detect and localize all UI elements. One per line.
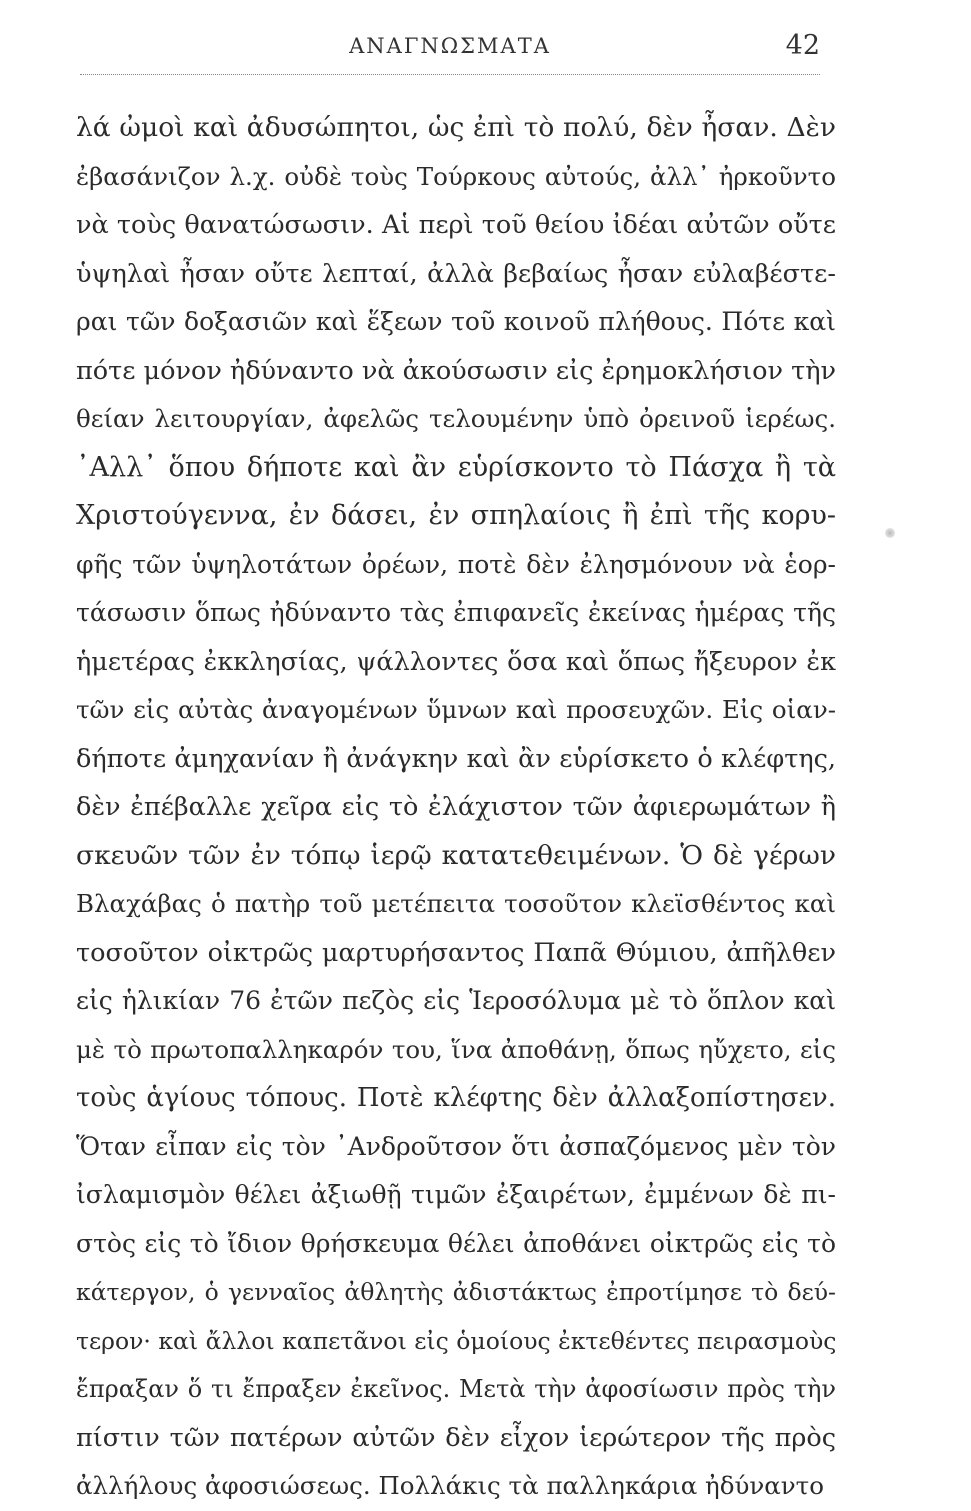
text-line: μὲ τὸ πρωτοπαλληκαρόν του, ἵνα ἀποθάνῃ, ὅπως ηὔχετο, εἰς — [76, 1034, 836, 1064]
text-line: ᾽Αλλ᾽ ὅπου δήποτε καὶ ἂν εὑρίσκοντο τὸ Πάσχα ἢ τὰ — [76, 451, 836, 483]
text-line: ραι τῶν δοξασιῶν καὶ ἕξεων τοῦ κοινοῦ πλήθους. Πότε καὶ — [76, 307, 836, 336]
text-line: Βλαχάβας ὁ πατὴρ τοῦ μετέπειτα τοσοῦτον κλεϊσθέντος καὶ — [76, 889, 836, 918]
text-line: τοσοῦτον οἰκτρῶς μαρτυρήσαντος Παπᾶ Θύμιου, ἀπῆλθεν — [76, 937, 836, 968]
text-line: φῆς τῶν ὑψηλοτάτων ὀρέων, ποτὲ δὲν ἐλησμόνουν νὰ ἑορ- — [76, 549, 836, 579]
text-line: ἐβασάνιζον λ.χ. οὐδὲ τοὺς Τούρκους αὐτούς, ἀλλ᾽ ἠρκοῦντο — [76, 161, 836, 191]
text-line: ἰσλαμισμὸν θέλει ἀξιωθῇ τιμῶν ἐξαιρέτων, ἐμμένων δὲ πι- — [76, 1180, 836, 1209]
paper-speck — [885, 528, 895, 538]
text-line: νὰ τοὺς θανατώσωσιν. Αἱ περὶ τοῦ θείου ἰδέαι αὐτῶν οὔτε — [76, 210, 836, 240]
text-line: πότε μόνον ἠδύναντο νὰ ἀκούσωσιν εἰς ἐρημοκλήσιον τὴν — [76, 355, 836, 386]
text-line: Χριστούγεννα, ἐν δάσει, ἐν σπηλαίοις ἢ ἐπὶ τῆς κορυ- — [76, 500, 836, 531]
body-text — [76, 104, 836, 1511]
text-line: ἔπραξαν ὅ τι ἔπραξεν ἐκεῖνος. Μετὰ τὴν ἀφοσίωσιν πρὸς τὴν — [76, 1375, 836, 1403]
text-line: δὲν ἐπέβαλλε χεῖρα εἰς τὸ ἐλάχιστον τῶν ἀφιερωμάτων ἢ — [76, 792, 836, 822]
header-rule — [80, 74, 820, 75]
text-line: ὑψηλαὶ ἦσαν οὔτε λεπταί, ἀλλὰ βεβαίως ἦσαν εὐλαβέστε- — [76, 258, 836, 289]
text-line: Ὅταν εἶπαν εἰς τὸν ᾽Ανδροῦτσον ὅτι ἀσπαζόμενος μὲν τὸν — [76, 1131, 836, 1161]
text-line: τῶν εἰς αὐτὰς ἀναγομένων ὕμνων καὶ προσευχῶν. Εἰς οἱαν- — [76, 695, 836, 724]
text-line: ἀλλήλους ἀφοσιώσεως. Πολλάκις τὰ παλληκάρια ἠδύναντο — [76, 1471, 824, 1500]
text-line: τοὺς ἁγίους τόπους. Ποτὲ κλέφτης δὲν ἀλλαξοπίστησεν. — [76, 1083, 836, 1113]
page-number: 42 — [785, 30, 820, 61]
text-line: τερον· καὶ ἄλλοι καπετᾶνοι εἰς ὁμοίους ἐκτεθέντες πειρασμοὺς — [76, 1326, 837, 1355]
text-line: λά ὠμοὶ καὶ ἀδυσώπητοι, ὡς ἐπὶ τὸ πολύ, δὲν ἦσαν. Δὲν — [76, 112, 836, 143]
text-line: στὸς εἰς τὸ ἴδιον θρήσκευμα θέλει ἀποθάνει οἰκτρῶς εἰς τὸ — [76, 1228, 836, 1258]
text-line: τάσωσιν ὅπως ἠδύναντο τὰς ἐπιφανεῖς ἐκείνας ἡμέρας τῆς — [76, 598, 836, 627]
text-line: ἡμετέρας ἐκκλησίας, ψάλλοντες ὅσα καὶ ὅπως ἤξευρον ἐκ — [76, 646, 836, 677]
text-line: θείαν λειτουργίαν, ἀφελῶς τελουμένην ὑπὸ ὀρεινοῦ ἱερέως. — [76, 404, 836, 433]
running-title: ΑΝΑΓΝΩΣΜΑΤΑ — [349, 34, 551, 58]
running-head — [80, 30, 820, 66]
text-line: δήποτε ἀμηχανίαν ἢ ἀνάγκην καὶ ἂν εὑρίσκετο ὁ κλέφτης, — [76, 743, 836, 774]
text-line: εἰς ἡλικίαν 76 ἐτῶν πεζὸς εἰς Ἱεροσόλυμα μὲ τὸ ὅπλον καὶ — [76, 986, 836, 1015]
text-line: σκευῶν τῶν ἐν τόπῳ ἱερῷ κατατεθειμένων. Ὁ δὲ γέρων — [76, 839, 836, 871]
text-line: πίστιν τῶν πατέρων αὐτῶν δὲν εἶχον ἱερώτερον τῆς πρὸς — [76, 1422, 836, 1453]
text-line: κάτεργον, ὁ γενναῖος ἀθλητὴς ἀδιστάκτως ἐπροτίμησε τὸ δεύ- — [76, 1278, 836, 1306]
